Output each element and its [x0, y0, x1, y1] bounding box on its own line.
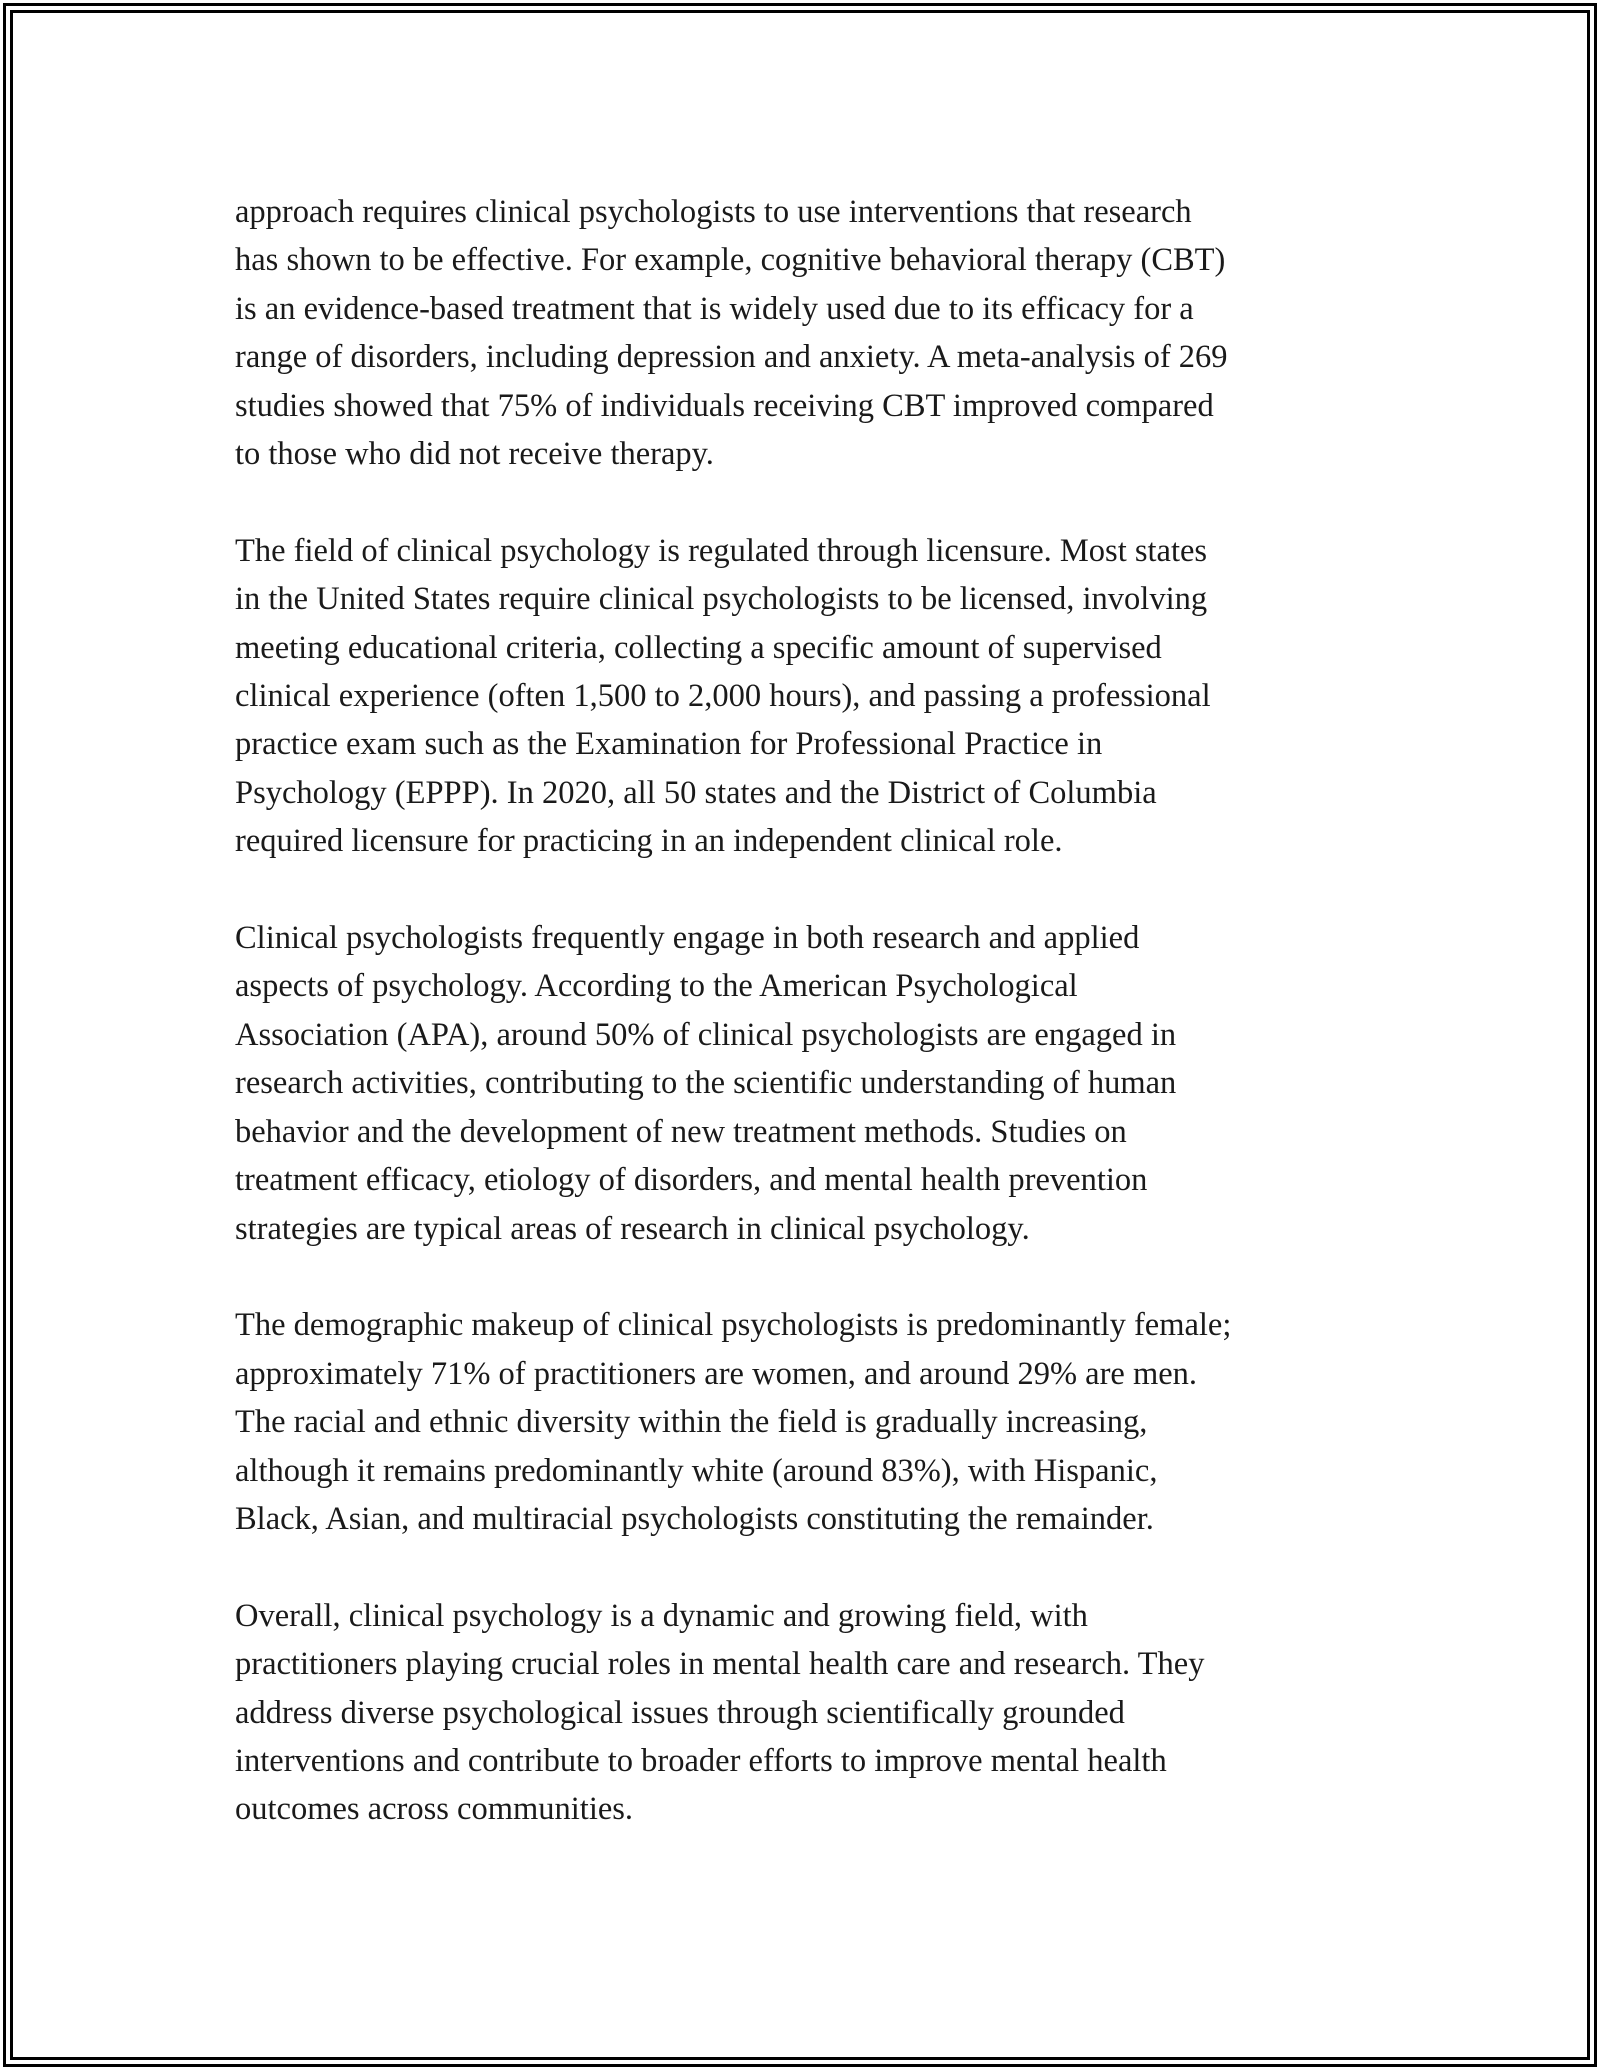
text-line: The demographic makeup of clinical psychologists is predominantly female; [235, 1307, 1232, 1344]
text-line: interventions and contribute to broader efforts to improve mental health [235, 1742, 1167, 1779]
paragraph-research-activities [235, 914, 1375, 1253]
text-line: The racial and ethnic diversity within the field is gradually increasing, [235, 1404, 1148, 1441]
text-line: Association (APA), around 50% of clinical psychologists are engaged in [235, 1016, 1177, 1053]
text-line: Clinical psychologists frequently engage in both research and applied [235, 920, 1140, 957]
text-line: meeting educational criteria, collecting a specific amount of supervised [235, 629, 1162, 666]
document-body [235, 188, 1375, 1882]
text-line: has shown to be effective. For example, cognitive behavioral therapy (CBT) [235, 242, 1226, 279]
text-line: although it remains predominantly white (around 83%), with Hispanic, [235, 1452, 1158, 1489]
text-line: treatment efficacy, etiology of disorders, and mental health prevention [235, 1162, 1148, 1199]
text-line: practitioners playing crucial roles in mental health care and research. They [235, 1646, 1205, 1683]
text-line: range of disorders, including depression and anxiety. A meta-analysis of 269 [235, 339, 1228, 376]
text-line: approach requires clinical psychologists to use interventions that research [235, 194, 1192, 230]
text-line: Black, Asian, and multiracial psychologists constituting the remainder. [235, 1500, 1154, 1537]
text-line: to those who did not receive therapy. [235, 436, 714, 473]
text-line: required licensure for practicing in an independent clinical role. [235, 823, 1063, 860]
text-line: approximately 71% of practitioners are women, and around 29% are men. [235, 1355, 1198, 1392]
paragraph-demographics [235, 1301, 1375, 1543]
text-line: clinical experience (often 1,500 to 2,000 hours), and passing a professional [235, 678, 1211, 715]
text-line: address diverse psychological issues through scientifically grounded [235, 1694, 1125, 1731]
paragraph-licensure [235, 527, 1375, 866]
text-line: studies showed that 75% of individuals receiving CBT improved compared [235, 387, 1214, 424]
text-line: strategies are typical areas of research in clinical psychology. [235, 1210, 1030, 1247]
text-line: behavior and the development of new treatment methods. Studies on [235, 1113, 1127, 1150]
text-line: outcomes across communities. [235, 1791, 634, 1828]
paragraph-conclusion [235, 1592, 1375, 1834]
text-line: aspects of psychology. According to the American Psychological [235, 968, 1078, 1005]
text-line: practice exam such as the Examination for Professional Practice in [235, 726, 1103, 763]
text-line: Psychology (EPPP). In 2020, all 50 states and the District of Columbia [235, 774, 1157, 811]
paragraph-evidence-based-treatment [235, 188, 1375, 478]
text-line: The field of clinical psychology is regulated through licensure. Most states [235, 532, 1208, 569]
text-line: is an evidence-based treatment that is widely used due to its efficacy for a [235, 290, 1194, 327]
text-line: in the United States require clinical psychologists to be licensed, involving [235, 581, 1208, 618]
text-line: Overall, clinical psychology is a dynamic and growing field, with [235, 1597, 1088, 1634]
text-line: research activities, contributing to the scientific understanding of human [235, 1065, 1177, 1102]
